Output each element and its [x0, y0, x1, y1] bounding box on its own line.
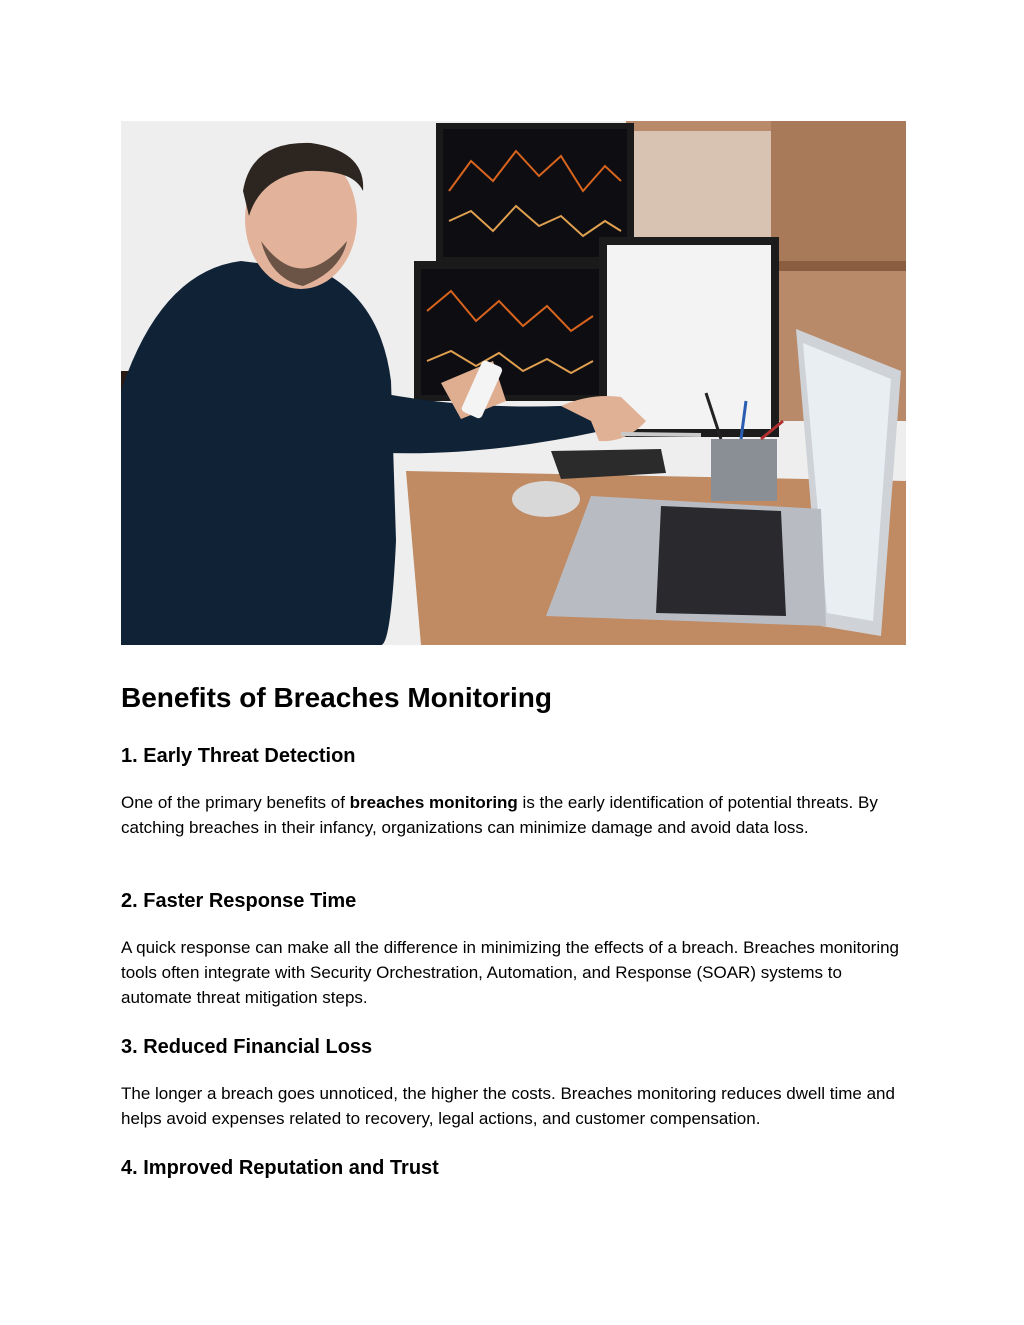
paragraph-text: One of the primary benefits of [121, 793, 350, 812]
section-heading-reduced-financial-loss: 3. Reduced Financial Loss [121, 1036, 373, 1058]
paragraph-text: is the early identification of potential threats. By catching breaches in their infancy, organizations can minimize damage and avoid data loss. [121, 793, 878, 837]
bold-keyword: breaches monitoring [349, 793, 518, 812]
section-paragraph-reduced-financial-loss: The longer a breach goes unnoticed, the higher the costs. Breaches monitoring reduces dwell time and helps avoid expenses related to recovery, legal actions, and customer compensation. [121, 1084, 895, 1128]
office-workstation-illustration [121, 121, 906, 645]
hero-photo [121, 121, 906, 645]
section-heading-early-threat-detection: 1. Early Threat Detection [121, 745, 356, 767]
section-heading-faster-response-time: 2. Faster Response Time [121, 890, 357, 912]
section-heading-improved-reputation-and-trust: 4. Improved Reputation and Trust [121, 1157, 439, 1179]
section-paragraph-early-threat-detection [121, 790, 906, 840]
section-paragraph-faster-response-time: A quick response can make all the difference in minimizing the effects of a breach. Breaches monitoring tools often integrate with Security Orchestration, Automation, and Response (SOAR) systems to automate threat mitigation steps. [121, 938, 900, 1007]
page-title: Benefits of Breaches Monitoring [121, 682, 552, 713]
